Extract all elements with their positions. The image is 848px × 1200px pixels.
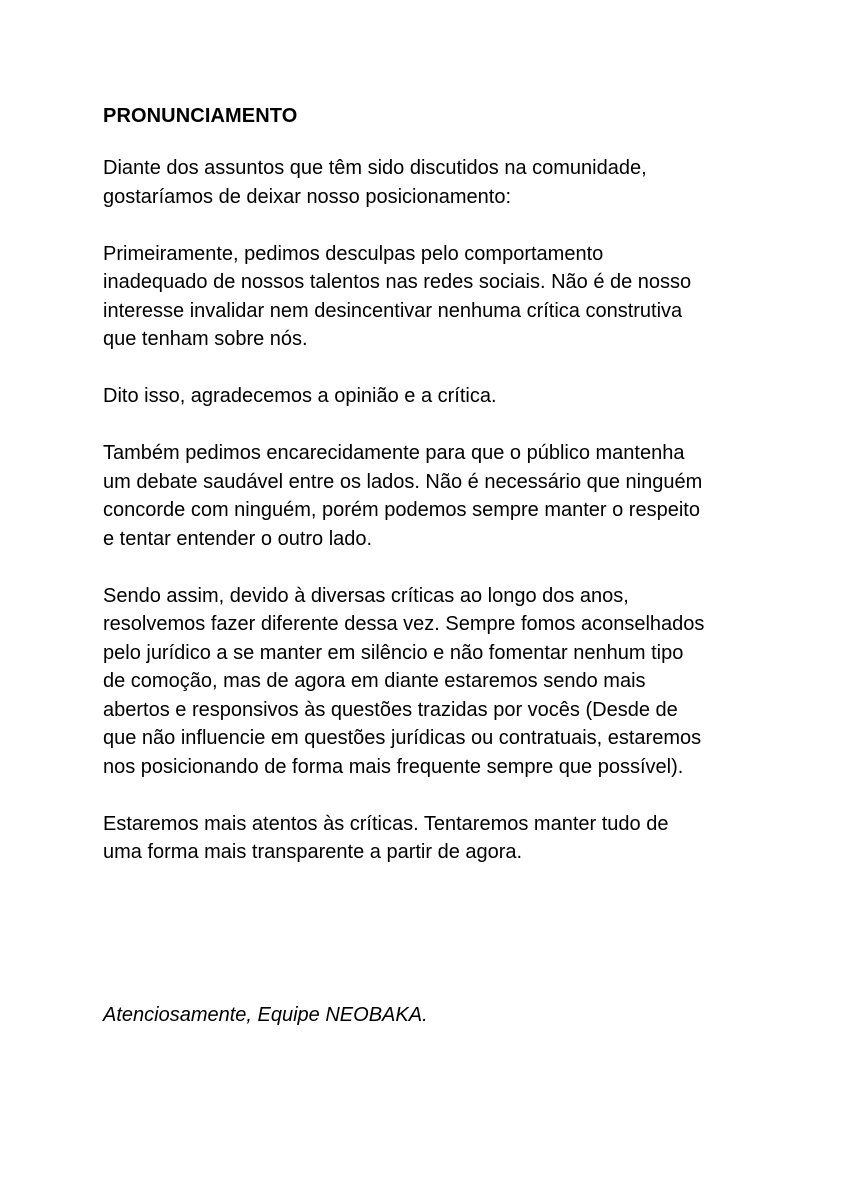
- paragraph-debate: Também pedimos encarecidamente para que o público mantenha um debate saudável entre os lados. Não é necessário que ninguém concorde com ninguém, porém podemos sempre manter o respeito e tentar entender o outro lado.: [103, 442, 703, 550]
- paragraph-transparency: Estaremos mais atentos às críticas. Tentaremos manter tudo de uma forma mais transparente a partir de agora.: [103, 812, 669, 863]
- document-body: [103, 101, 763, 867]
- document-title: PRONUNCIAMENTO: [103, 105, 298, 127]
- paragraph-thanks: Dito isso, agradecemos a opinião e a crítica.: [103, 385, 497, 407]
- paragraph-new-approach: Sendo assim, devido à diversas críticas ao longo dos anos, resolvemos fazer diferente dessa vez. Sempre fomos aconselhados pelo jurídico a se manter em silêncio e não fomentar nenhum tipo de comoção, mas de agora em diante estaremos sendo mais abertos e responsivos às questões trazidas por vocês (Desde de que não influencie em questões jurídicas ou contratuais, estaremos nos posicionando de forma mais frequente sempre que possível).: [103, 584, 705, 778]
- signature: Atenciosamente, Equipe NEOBAKA.: [103, 1004, 428, 1026]
- paragraph-apology: Primeiramente, pedimos desculpas pelo comportamento inadequado de nossos talentos nas redes sociais. Não é de nosso interesse invalidar nem desincentivar nenhuma crítica construtiva que tenham sobre nós.: [103, 242, 692, 350]
- paragraph-intro: Diante dos assuntos que têm sido discutidos na comunidade, gostaríamos de deixar nosso posicionamento:: [103, 157, 647, 208]
